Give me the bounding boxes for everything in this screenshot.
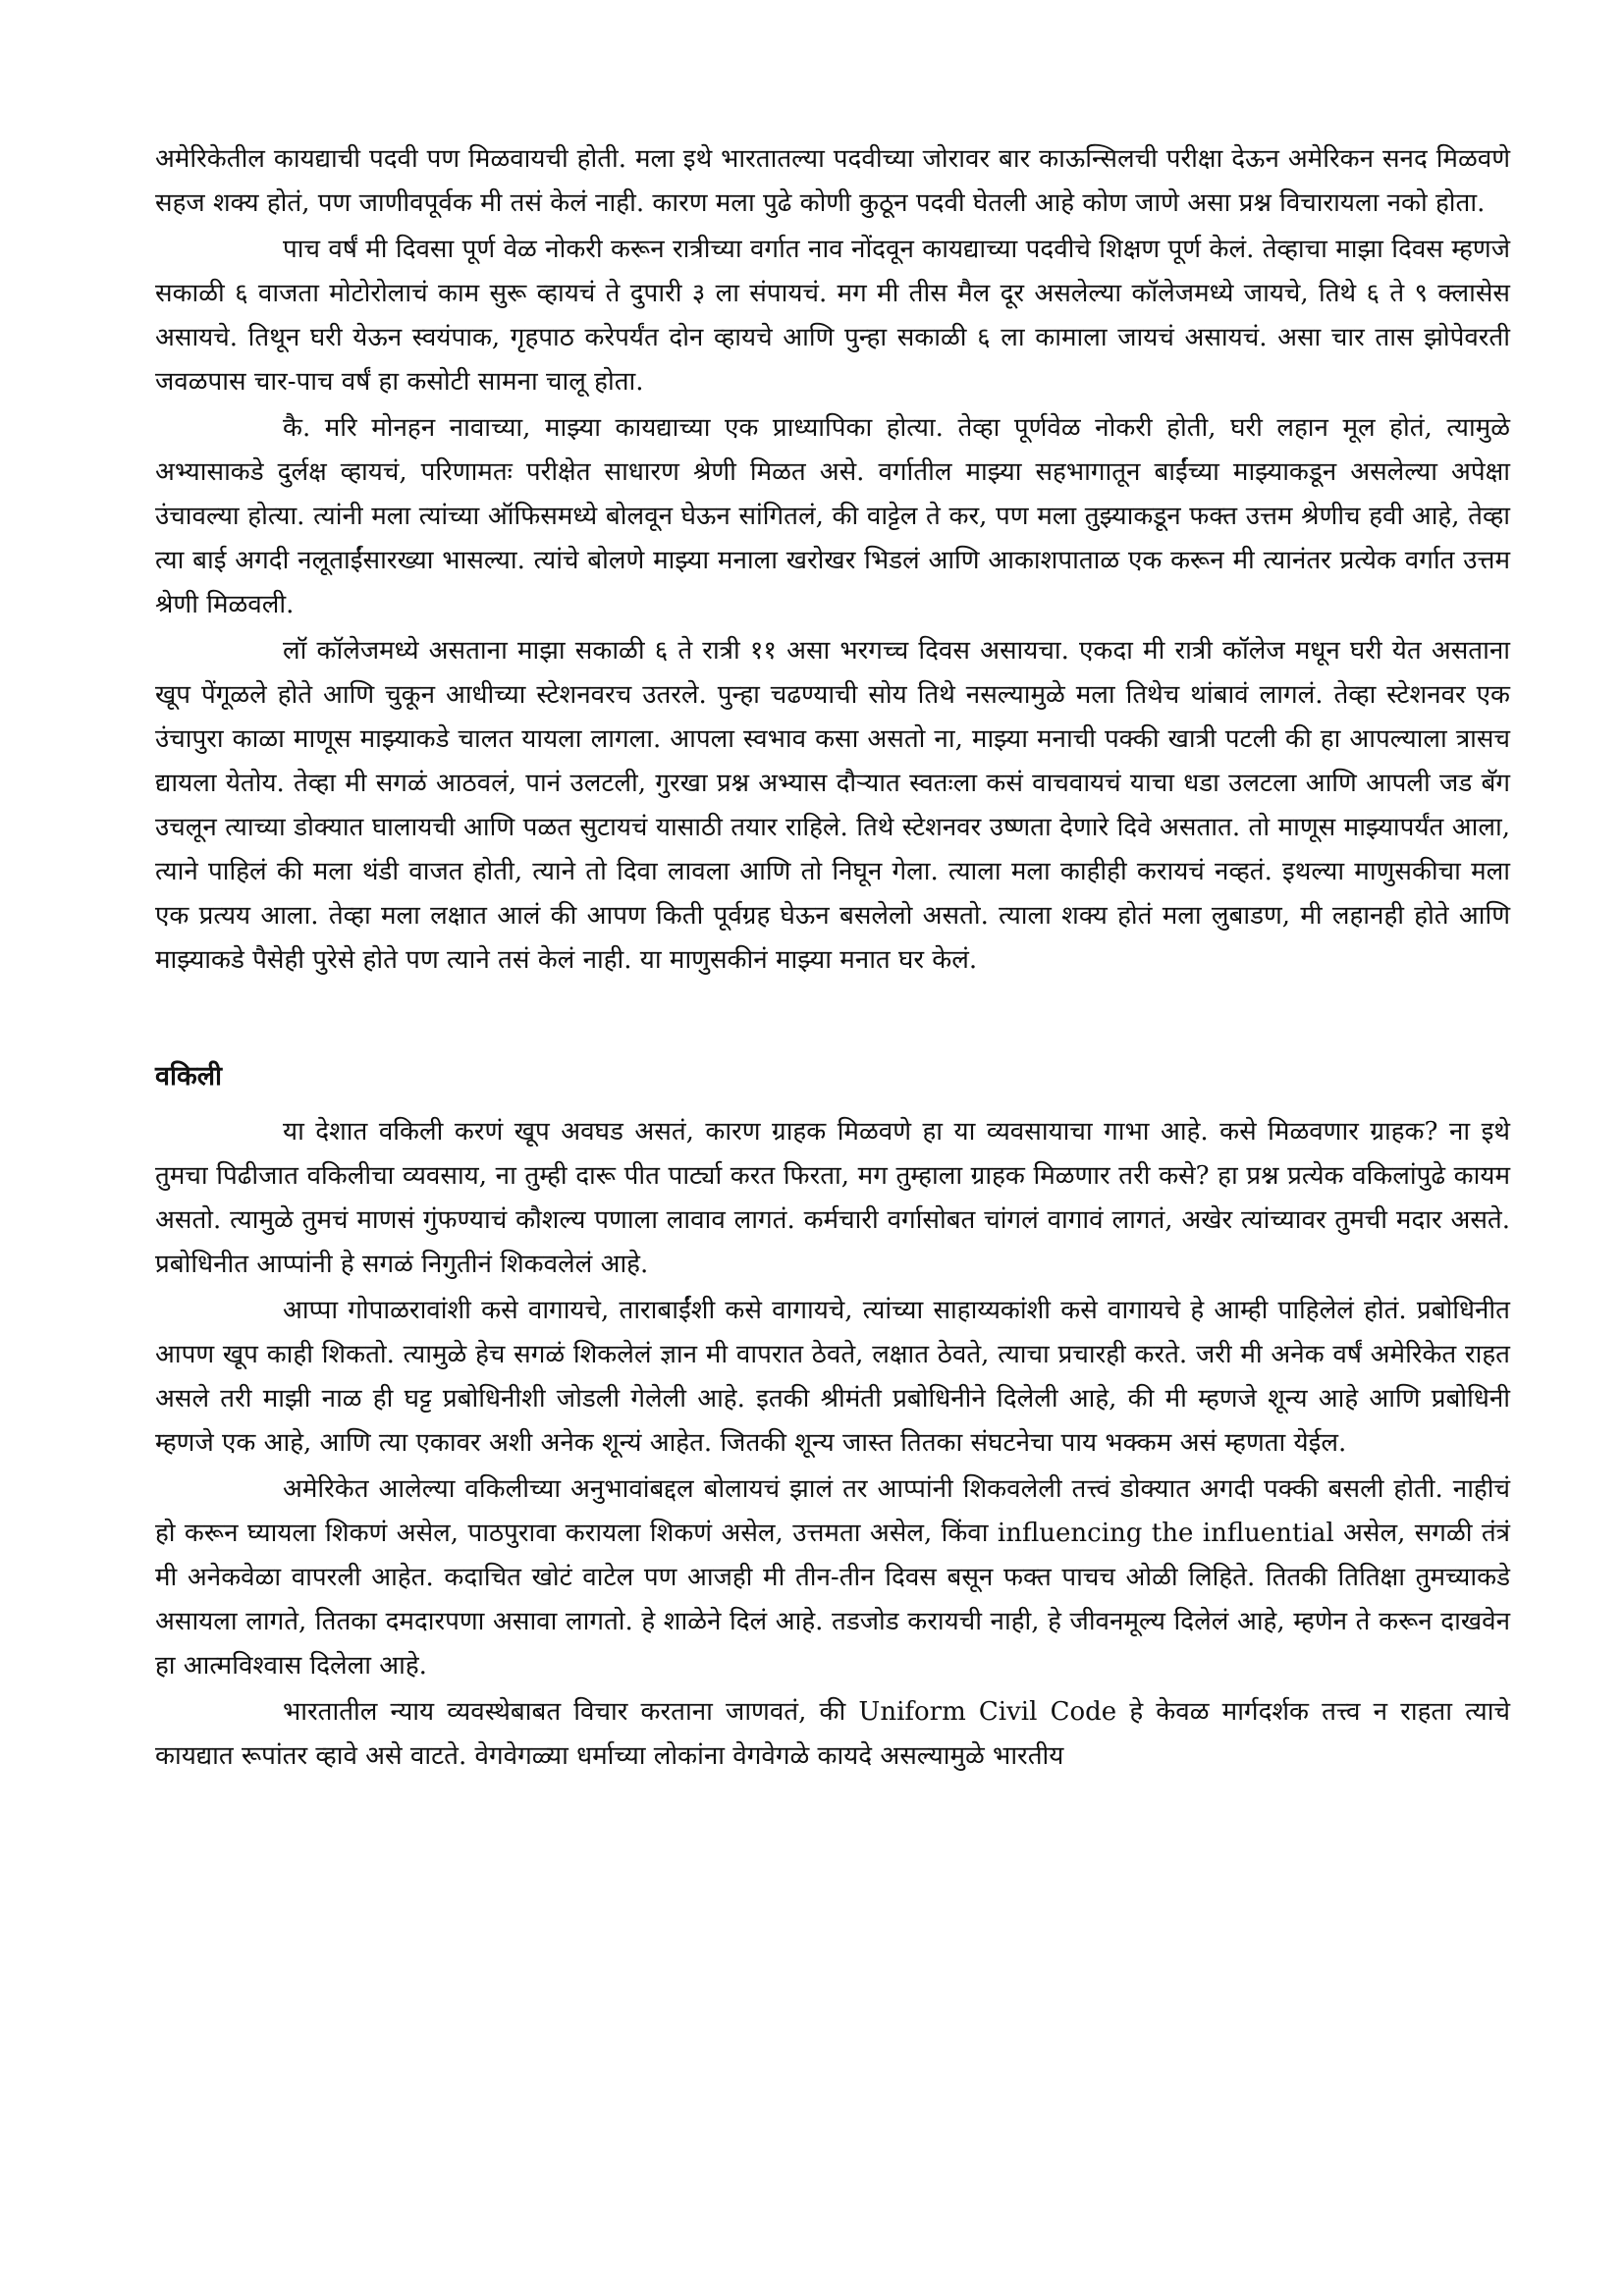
paragraph: आप्पा गोपाळरावांशी कसे वागायचे, ताराबाईंशी कसे वागायचे, त्यांच्या साहाय्यकांशी कसे वागायचे हे आम्ही पाहिलेलं होतं. प्रबोधिनीत आपण खूप काही शिकतो. त्यामुळे हेच सगळं शिकलेलं ज्ञान मी वापरात ठेवते, लक्षात ठेवते, त्याचा प्रचारही करते. जरी मी अनेक वर्षं अमेरिकेत राहत असले तरी माझी नाळ ही घट्ट प्रबोधिनीशी जोडली गेलेली आहे. इतकी श्रीमंती प्रबोधिनीने दिलेली आहे, की मी म्हणजे शून्य आहे आणि प्रबोधिनी म्हणजे एक आहे, आणि त्या एकावर अशी अनेक शून्यं आहेत. जितकी शून्य जास्त तितका संघटनेचा पाय भक्कम असं म्हणता येईल. <box>155 1296 1510 1458</box>
paragraph: अमेरिकेत आलेल्या वकिलीच्या अनुभावांबद्दल बोलायचं झालं तर आप्पांनी शिकवलेली तत्त्वं डोक्यात अगदी पक्की बसली होती. नाहीचं हो करून घ्यायला शिकणं असेल, पाठपुरावा करायला शिकणं असेल, उत्तमता असेल, किंवा influencing the influential असेल, सगळी तंत्रं मी अनेकवेळा वापरली आहेत. कदाचित खोटं वाटेल पण आजही मी तीन-तीन दिवस बसून फक्त पाचच ओळी लिहिते. तितकी तितिक्षा तुमच्याकडे असायला लागते, तितका दमदारपणा असावा लागतो. हे शाळेने दिलं आहे. तडजोड करायची नाही, हे जीवनमूल्य दिलेलं आहे, म्हणेन ते करून दाखवेन हा आत्मविश्वास दिलेला आहे. <box>155 1474 1510 1681</box>
paragraph: लॉ कॉलेजमध्ये असताना माझा सकाळी ६ ते रात्री ११ असा भरगच्च दिवस असायचा. एकदा मी रात्री कॉलेज मधून घरी येत असताना खूप पेंगूळले होते आणि चुकून आधीच्या स्टेशनवरच उतरले. पुन्हा चढण्याची सोय तिथे नसल्यामुळे मला तिथेच थांबावं लागलं. तेव्हा स्टेशनवर एक उंचापुरा काळा माणूस माझ्याकडे चालत यायला लागला. आपला स्वभाव कसा असतो ना, माझ्या मनाची पक्की खात्री पटली की हा आपल्याला त्रासच द्यायला येतोय. तेव्हा मी सगळं आठवलं, पानं उलटली, गुरखा प्रश्न अभ्यास दौऱ्यात स्वतःला कसं वाचवायचं याचा धडा उलटला आणि आपली जड बॅग उचलून त्याच्या डोक्यात घालायची आणि पळत सुटायचं यासाठी तयार राहिले. तिथे स्टेशनवर उष्णता देणारे दिवे असतात. तो माणूस माझ्यापर्यंत आला, त्याने पाहिलं की मला थंडी वाजत होती, त्याने तो दिवा लावला आणि तो निघून गेला. त्याला मला काहीही करायचं नव्हतं. इथल्या माणुसकीचा मला एक प्रत्यय आला. तेव्हा मला लक्षात आलं की आपण किती पूर्वग्रह घेऊन बसलेलो असतो. त्याला शक्य होतं मला लुबाडण, मी लहानही होते आणि माझ्याकडे पैसेही पुरेसे होते पण त्याने तसं केलं नाही. या माणुसकीनं माझ्या मनात घर केलं. <box>155 636 1510 975</box>
paragraph: या देशात वकिली करणं खूप अवघड असतं, कारण ग्राहक मिळवणे हा या व्यवसायाचा गाभा आहे. कसे मिळवणार ग्राहक? ना इथे तुमचा पिढीजात वकिलीचा व्यवसाय, ना तुम्ही दारू पीत पार्ट्या करत फिरता, मग तुम्हाला ग्राहक मिळणार तरी कसे? हा प्रश्न प्रत्येक वकिलांपुढे कायम असतो. त्यामुळे तुमचं माणसं गुंफण्याचं कौशल्य पणाला लावाव लागतं. कर्मचारी वर्गासोबत चांगलं वागावं लागतं, अखेर त्यांच्यावर तुमची मदार असते. प्रबोधिनीत आप्पांनी हे सगळं निगुतीनं शिकवलेलं आहे. <box>155 1117 1510 1279</box>
paragraph: अमेरिकेतील कायद्याची पदवी पण मिळवायची होती. मला इथे भारतातल्या पदवीच्या जोरावर बार काऊन्सिलची परीक्षा देऊन अमेरिकन सनद मिळवणे सहज शक्य होतं, पण जाणीवपूर्वक मी तसं केलं नाही. कारण मला पुढे कोणी कुठून पदवी घेतली आहे कोण जाणे असा प्रश्न विचारायला नको होता. <box>155 144 1510 218</box>
paragraph: भारतातील न्याय व्यवस्थेबाबत विचार करताना जाणवतं, की Uniform Civil Code हे केवळ मार्गदर्शक तत्त्व न राहता त्याचे कायद्यात रूपांतर व्हावे असे वाटते. वेगवेगळ्या धर्माच्या लोकांना वेगवेगळे कायदे असल्यामुळे भारतीय <box>155 1697 1510 1771</box>
document-page <box>155 137 1510 1781</box>
paragraph: कै. मरि मोनहन नावाच्या, माझ्या कायद्याच्या एक प्राध्यापिका होत्या. तेव्हा पूर्णवेळ नोकरी होती, घरी लहान मूल होतं, त्यामुळे अभ्यासाकडे दुर्लक्ष व्हायचं, परिणामतः परीक्षेत साधारण श्रेणी मिळत असे. वर्गातील माझ्या सहभागातून बाईंच्या माझ्याकडून असलेल्या अपेक्षा उंचावल्या होत्या. त्यांनी मला त्यांच्या ऑफिसमध्ये बोलवून घेऊन सांगितलं, की वाट्टेल ते कर, पण मला तुझ्याकडून फक्त उत्तम श्रेणीच हवी आहे, तेव्हा त्या बाई अगदी नलूताईंसारख्या भासल्या. त्यांचे बोलणे माझ्या मनाला खरोखर भिडलं आणि आकाशपाताळ एक करून मी त्यानंतर प्रत्येक वर्गात उत्तम श्रेणी मिळवली. <box>155 413 1510 619</box>
paragraph: पाच वर्षं मी दिवसा पूर्ण वेळ नोकरी करून रात्रीच्या वर्गात नाव नोंदवून कायद्याच्या पदवीचे शिक्षण पूर्ण केलं. तेव्हाचा माझा दिवस म्हणजे सकाळी ६ वाजता मोटोरोलाचं काम सुरू व्हायचं ते दुपारी ३ ला संपायचं. मग मी तीस मैल दूर असलेल्या कॉलेजमध्ये जायचे, तिथे ६ ते ९ क्लासेस असायचे. तिथून घरी येऊन स्वयंपाक, गृहपाठ करेपर्यंत दोन व्हायचे आणि पुन्हा सकाळी ६ ला कामाला जायचं असायचं. असा चार तास झोपेवरती जवळपास चार-पाच वर्षं हा कसोटी सामना चालू होता. <box>155 235 1510 397</box>
section-heading: वकिली <box>155 1061 223 1092</box>
